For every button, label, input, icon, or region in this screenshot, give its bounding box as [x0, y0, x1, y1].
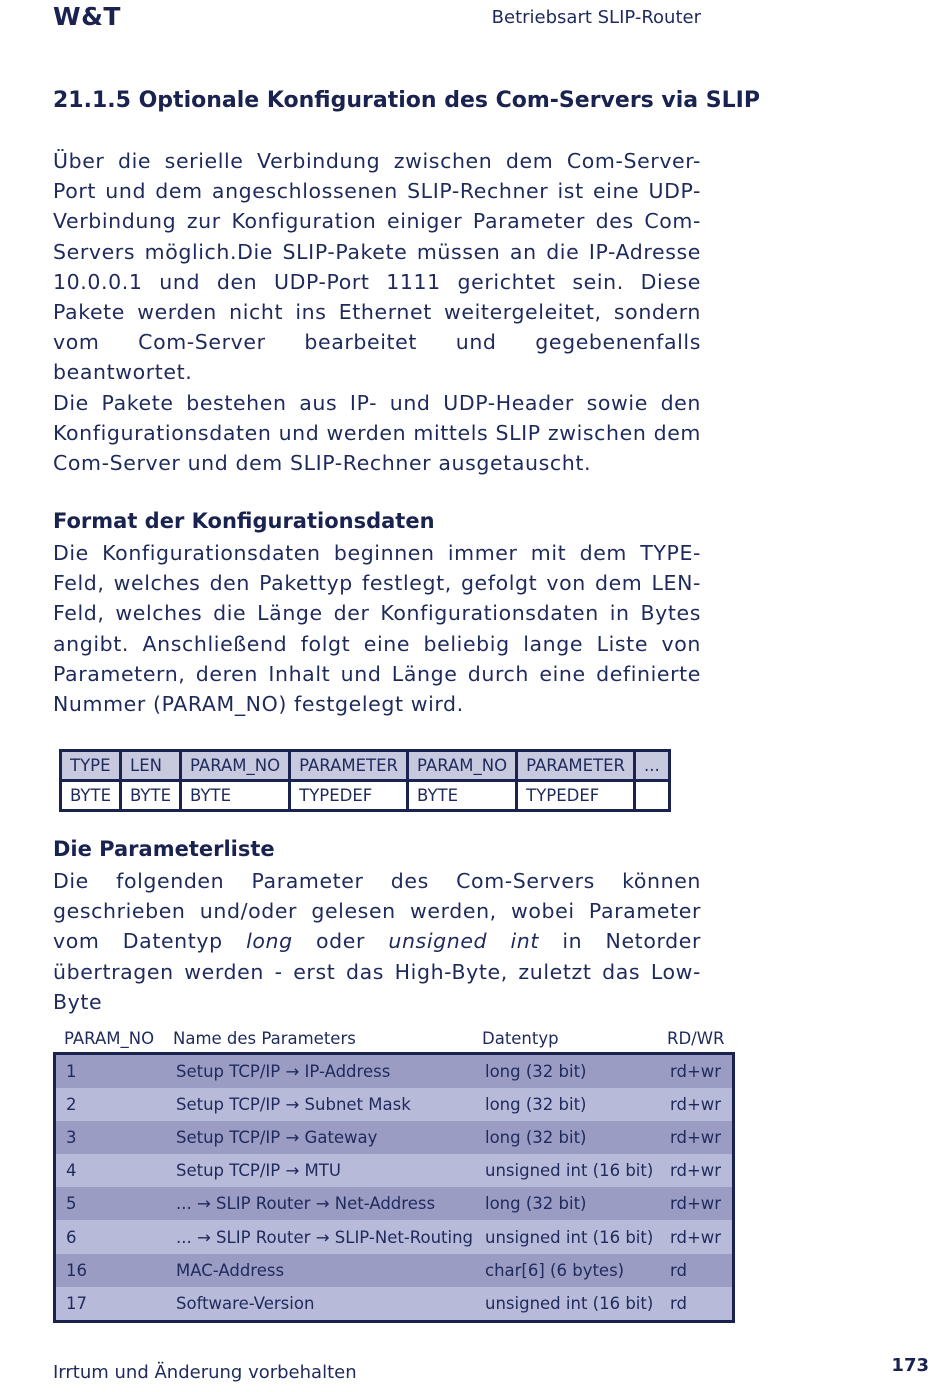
- format-table: [59, 749, 671, 812]
- param-name-cell: Setup TCP/IP → Subnet Mask: [176, 1095, 411, 1115]
- param-name-cell: ... → SLIP Router → SLIP-Net-Routing: [176, 1227, 474, 1247]
- param-type-cell: unsigned int (16 bit): [485, 1161, 654, 1181]
- paramlist-text-3: in Netorder übertragen werden - erst das High-Byte, zuletzt das Low-Byte: [53, 929, 701, 1014]
- paramlist-text-2: oder: [292, 929, 389, 954]
- param-name-cell: ... → SLIP Router → Net-Address: [176, 1194, 436, 1214]
- column-header-rdwr: RD/WR: [667, 1028, 725, 1048]
- param-access-cell: rd+wr: [670, 1194, 722, 1214]
- section-title: 21.1.5 Optionale Konfiguration des Com-Servers via SLIP: [53, 88, 760, 113]
- format-type-cell: BYTE: [181, 781, 290, 811]
- paramlist-text-1: Die folgenden Parameter des Com-Servers können geschrieben und/oder gelesen werden, wobei Parameter vom Datentyp: [53, 869, 701, 954]
- table-row: [56, 1088, 732, 1121]
- format-type-cell: TYPEDEF: [290, 781, 408, 811]
- column-header-name: Name des Parameters: [173, 1028, 356, 1048]
- paramlist-paragraph: [53, 866, 701, 1017]
- format-type-cell: BYTE: [408, 781, 517, 811]
- param-name-cell: Setup TCP/IP → Gateway: [176, 1128, 378, 1148]
- format-type-cell: TYPEDEF: [517, 781, 635, 811]
- column-header-param-no: PARAM_NO: [64, 1028, 155, 1048]
- param-type-cell: unsigned int (16 bit): [485, 1227, 654, 1247]
- format-table-type-row: [61, 781, 670, 811]
- format-header-cell: TYPE: [61, 751, 121, 781]
- param-name-cell: Setup TCP/IP → MTU: [176, 1161, 341, 1181]
- param-no-cell: 2: [66, 1095, 77, 1115]
- param-no-cell: 5: [66, 1194, 77, 1214]
- parameter-table: [53, 1024, 735, 1323]
- param-access-cell: rd: [670, 1293, 687, 1313]
- param-access-cell: rd+wr: [670, 1128, 722, 1148]
- format-header-cell: PARAMETER: [517, 751, 635, 781]
- paramlist-type-unsigned: unsigned int: [388, 929, 539, 954]
- brand-logo: W&T: [53, 2, 121, 31]
- param-no-cell: 3: [66, 1128, 77, 1148]
- intro-paragraph: Über die serielle Verbindung zwischen dem Com-Server-Port und dem angeschlossenen SLIP-Rechner ist eine UDP-Verbindung zur Konfiguration einiger Parameter des Com-Servers möglich.Die SLIP-Pakete müssen an die IP-Adresse 10.0.0.1 und den UDP-Port 1111 gerichtet sein. Diese Pakete werden nicht ins Ethernet weitergeleitet, sondern vom Com-Server bearbeitet und gegebenenfalls beantwortet.: [53, 149, 701, 385]
- paramlist-type-long: long: [246, 929, 293, 954]
- paramlist-heading: Die Parameterliste: [53, 837, 275, 861]
- format-paragraph: Die Konfigurationsdaten beginnen immer mit dem TYPE-Feld, welches den Pakettyp festlegt, gefolgt von dem LEN-Feld, welches die Länge der Konfigurationsdaten in Bytes angibt. Anschließend folgt eine beliebig lange Liste von Parametern, deren Inhalt und Länge durch eine definierte Nummer (PARAM_NO) festgelegt wird.: [53, 541, 701, 717]
- table-row: [56, 1055, 732, 1088]
- param-type-cell: char[6] (6 bytes): [485, 1260, 625, 1280]
- table-row: [56, 1187, 732, 1220]
- param-type-cell: long (32 bit): [485, 1194, 587, 1214]
- format-type-cell: BYTE: [61, 781, 121, 811]
- param-access-cell: rd: [670, 1260, 687, 1280]
- format-heading: Format der Konfigurationsdaten: [53, 509, 435, 533]
- packet-paragraph: Die Pakete bestehen aus IP- und UDP-Header sowie den Konfigurationsdaten und werden mittels SLIP zwischen dem Com-Server und dem SLIP-Rechner ausgetauscht.: [53, 391, 701, 476]
- footer-note: Irrtum und Änderung vorbehalten: [53, 1362, 357, 1383]
- param-no-cell: 17: [66, 1293, 87, 1313]
- param-no-cell: 4: [66, 1161, 77, 1181]
- format-header-cell: PARAMETER: [290, 751, 408, 781]
- parameter-table-header: [53, 1024, 735, 1052]
- table-row: [56, 1254, 732, 1287]
- page-number: 173: [891, 1355, 929, 1376]
- param-type-cell: unsigned int (16 bit): [485, 1293, 654, 1313]
- param-name-cell: MAC-Address: [176, 1260, 285, 1280]
- format-table-header-row: [61, 751, 670, 781]
- format-header-cell: ...: [635, 751, 670, 781]
- format-header-cell: PARAM_NO: [408, 751, 517, 781]
- format-type-cell: [635, 781, 670, 811]
- chapter-title: Betriebsart SLIP-Router: [491, 7, 701, 28]
- param-name-cell: Setup TCP/IP → IP-Address: [176, 1062, 391, 1082]
- format-header-cell: LEN: [121, 751, 181, 781]
- param-access-cell: rd+wr: [670, 1227, 722, 1247]
- format-header-cell: PARAM_NO: [181, 751, 290, 781]
- param-no-cell: 6: [66, 1227, 77, 1247]
- param-type-cell: long (32 bit): [485, 1062, 587, 1082]
- table-row: [56, 1121, 732, 1154]
- table-row: [56, 1287, 732, 1320]
- param-type-cell: long (32 bit): [485, 1095, 587, 1115]
- param-access-cell: rd+wr: [670, 1095, 722, 1115]
- param-access-cell: rd+wr: [670, 1062, 722, 1082]
- param-no-cell: 1: [66, 1062, 77, 1082]
- param-name-cell: Software-Version: [176, 1293, 315, 1313]
- table-row: [56, 1220, 732, 1253]
- format-type-cell: BYTE: [121, 781, 181, 811]
- param-no-cell: 16: [66, 1260, 87, 1280]
- param-type-cell: long (32 bit): [485, 1128, 587, 1148]
- table-row: [56, 1154, 732, 1187]
- parameter-table-body: [53, 1052, 735, 1323]
- column-header-datatype: Datentyp: [482, 1028, 559, 1048]
- param-access-cell: rd+wr: [670, 1161, 722, 1181]
